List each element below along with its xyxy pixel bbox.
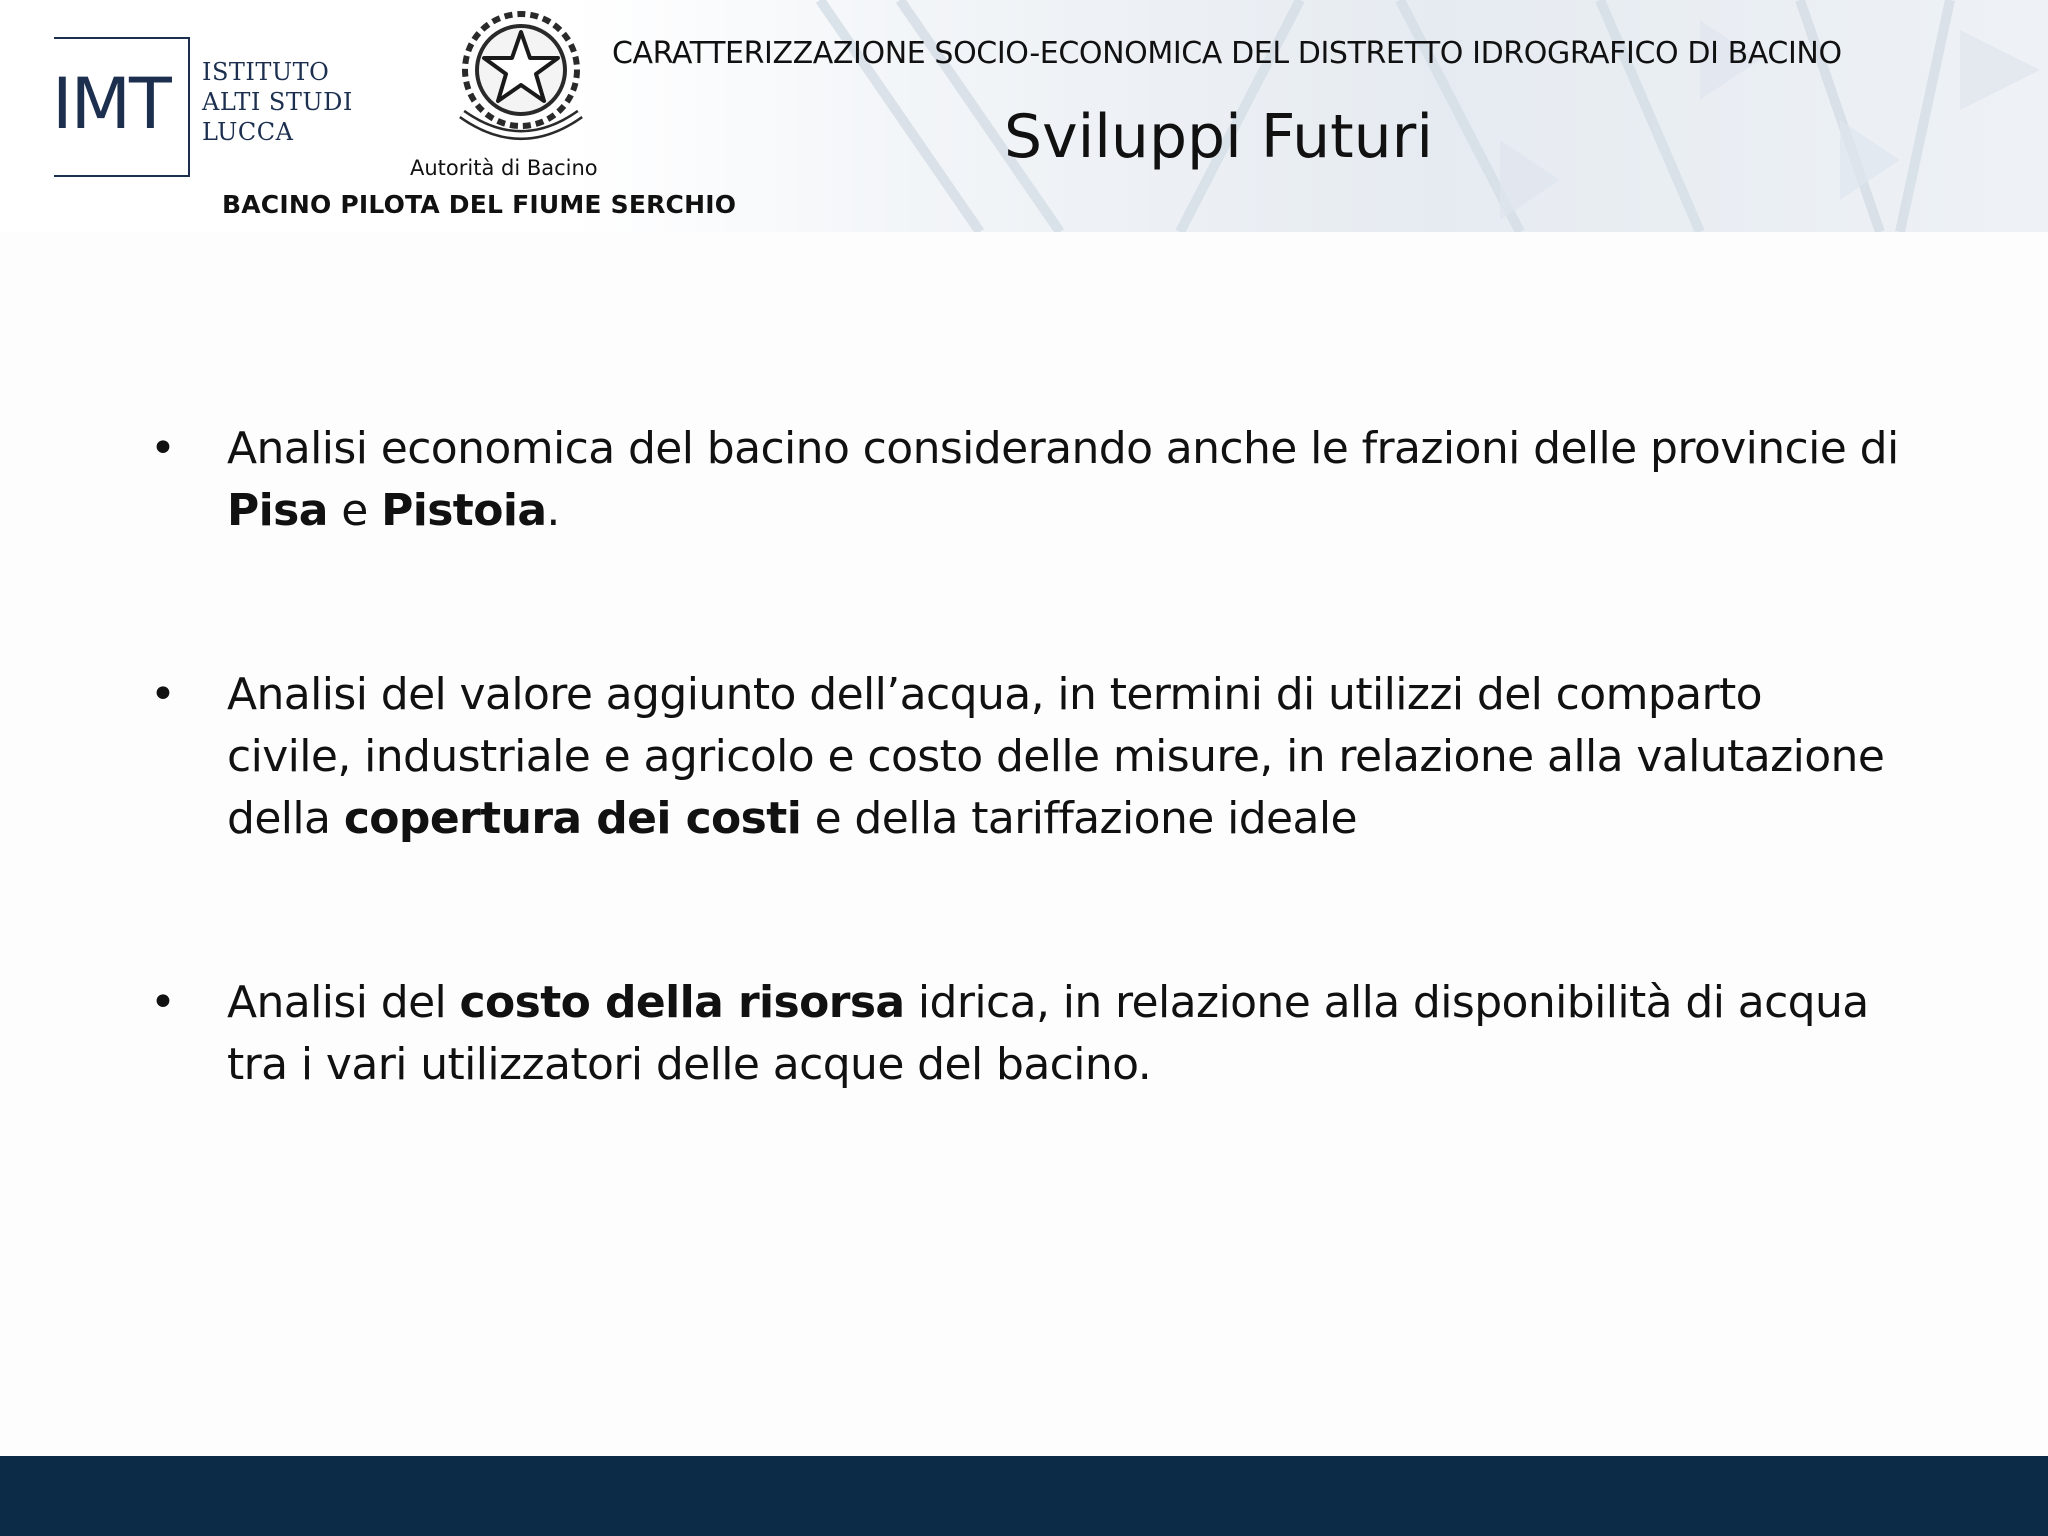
bold-term: Pisa xyxy=(227,485,328,536)
imt-logo-line: ALTI STUDI xyxy=(202,88,353,116)
bold-term: copertura dei costi xyxy=(343,793,802,844)
bullet-text xyxy=(227,972,1997,1096)
footer-bar xyxy=(0,1456,2048,1536)
bullet-dot: • xyxy=(150,423,176,474)
bullet-text xyxy=(227,664,1997,850)
imt-logo-text xyxy=(202,57,353,147)
bullet-dot: • xyxy=(150,669,176,720)
bullet-line: tra i vari utilizzatori delle acque del bacino. xyxy=(227,1039,1152,1090)
bullet-fragment: della xyxy=(227,793,344,844)
bullet-line xyxy=(227,972,1997,1034)
authority-label: Autorità di Bacino xyxy=(410,156,598,180)
imt-logo-line: ISTITUTO xyxy=(202,58,330,86)
bullet-dot: • xyxy=(150,977,176,1028)
bullet-line xyxy=(227,480,1997,542)
imt-logo-mark: IMT xyxy=(52,63,170,145)
bold-term: costo della risorsa xyxy=(459,977,905,1028)
bold-term: Pistoia xyxy=(381,485,547,536)
bullet-text xyxy=(227,418,1997,542)
italian-republic-emblem-icon xyxy=(450,6,592,148)
bullet-fragment: e della tariffazione ideale xyxy=(801,793,1357,844)
basin-label: BACINO PILOTA DEL FIUME SERCHIO xyxy=(222,190,737,219)
bullet-line: civile, industriale e agricolo e costo delle misure, in relazione alla valutazione xyxy=(227,731,1885,782)
bullet-fragment: e xyxy=(327,485,382,536)
imt-logo-line: LUCCA xyxy=(202,118,294,146)
bullet-fragment: Analisi del xyxy=(227,977,460,1028)
bullet-fragment: idrica, in relazione alla disponibilità di acqua xyxy=(904,977,1869,1028)
bullet-fragment: . xyxy=(546,485,560,536)
bullet-line xyxy=(227,788,1997,850)
bullet-line: Analisi del valore aggiunto dell’acqua, in termini di utilizzi del comparto xyxy=(227,669,1763,720)
slide-title: Sviluppi Futuri xyxy=(1004,102,1434,172)
header-subject: CARATTERIZZAZIONE SOCIO-ECONOMICA DEL DISTRETTO IDROGRAFICO DI BACINO xyxy=(612,36,1842,71)
bullet-line: Analisi economica del bacino considerando anche le frazioni delle provincie di xyxy=(227,423,1899,474)
